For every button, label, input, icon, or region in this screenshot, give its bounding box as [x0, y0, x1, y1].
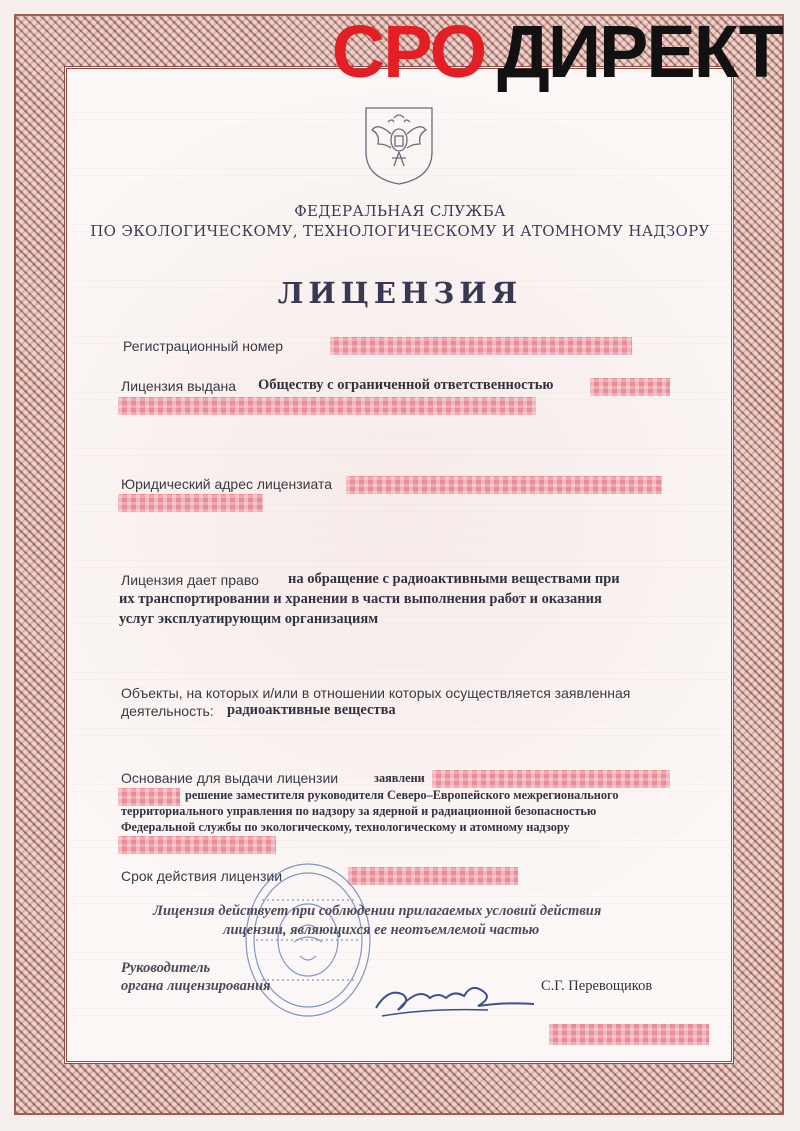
watermark-logo-part1: СРО: [331, 10, 486, 93]
redacted-company-name: [590, 378, 670, 396]
redacted-application-number: [432, 770, 670, 788]
redacted-reg-number: [330, 337, 632, 355]
signatory-role-line1: Руководитель: [121, 960, 211, 976]
redacted-legal-address: [346, 476, 662, 494]
issued-to-value: Обществу с ограниченной ответственностью: [258, 377, 554, 393]
objects-value: радиоактивные вещества: [227, 702, 396, 718]
basis-line2: решение заместителя руководителя Северо–Европейского межрегионального: [185, 788, 619, 802]
legal-address-label: Юридический адрес лицензиата: [121, 476, 333, 492]
objects-label-line1: Объекты, на которых и/или в отношении которых осуществляется заявленная: [121, 685, 631, 701]
term-label: Срок действия лицензии: [121, 868, 283, 884]
signatory-role-line2: органа лицензирования: [121, 978, 271, 994]
basis-line3: территориального управления по надзору за ядерной и радиационной безопасностью: [121, 804, 597, 818]
conditions-line2: лицензии, являющихся ее неотъемлемой частью: [223, 922, 540, 938]
redacted-legal-address-cont: [118, 494, 263, 512]
license-right-line1: на обращение с радиоактивными веществами при: [288, 571, 620, 587]
official-seal-stamp: [242, 860, 374, 1020]
redacted-company-name-cont: [118, 397, 536, 415]
reg-number-label: Регистрационный номер: [123, 338, 283, 354]
issued-to-label: Лицензия выдана: [121, 378, 237, 394]
objects-label-line2: деятельность:: [121, 703, 214, 719]
signature: [368, 968, 538, 1026]
license-right-line3: услуг эксплуатирующим организациям: [119, 611, 379, 627]
agency-name-line1: ФЕДЕРАЛЬНАЯ СЛУЖБА: [294, 202, 506, 220]
basis-value-start: заявлени: [374, 771, 425, 785]
license-right-line2: их транспортировании и хранении в части выполнения работ и оказания: [119, 591, 602, 607]
basis-label: Основание для выдачи лицензии: [121, 770, 339, 786]
coat-of-arms-emblem: [358, 100, 440, 186]
conditions-line1: Лицензия действует при соблюдении прилагаемых условий действия: [153, 903, 602, 919]
redacted-form-number: [549, 1024, 709, 1045]
redacted-decision-number: [118, 836, 276, 854]
signatory-name: С.Г. Перевощиков: [541, 978, 653, 994]
basis-line4: Федеральной службы по экологическому, технологическому и атомному надзору: [121, 820, 570, 834]
agency-name-line2: ПО ЭКОЛОГИЧЕСКОМУ, ТЕХНОЛОГИЧЕСКОМУ И АТОМНОМУ НАДЗОРУ: [90, 222, 710, 240]
watermark-logo: [332, 12, 782, 92]
document-title: ЛИЦЕНЗИЯ: [277, 276, 523, 310]
watermark-logo-part2: ДИРЕКТ: [497, 10, 782, 93]
license-right-label: Лицензия дает право: [121, 572, 259, 588]
